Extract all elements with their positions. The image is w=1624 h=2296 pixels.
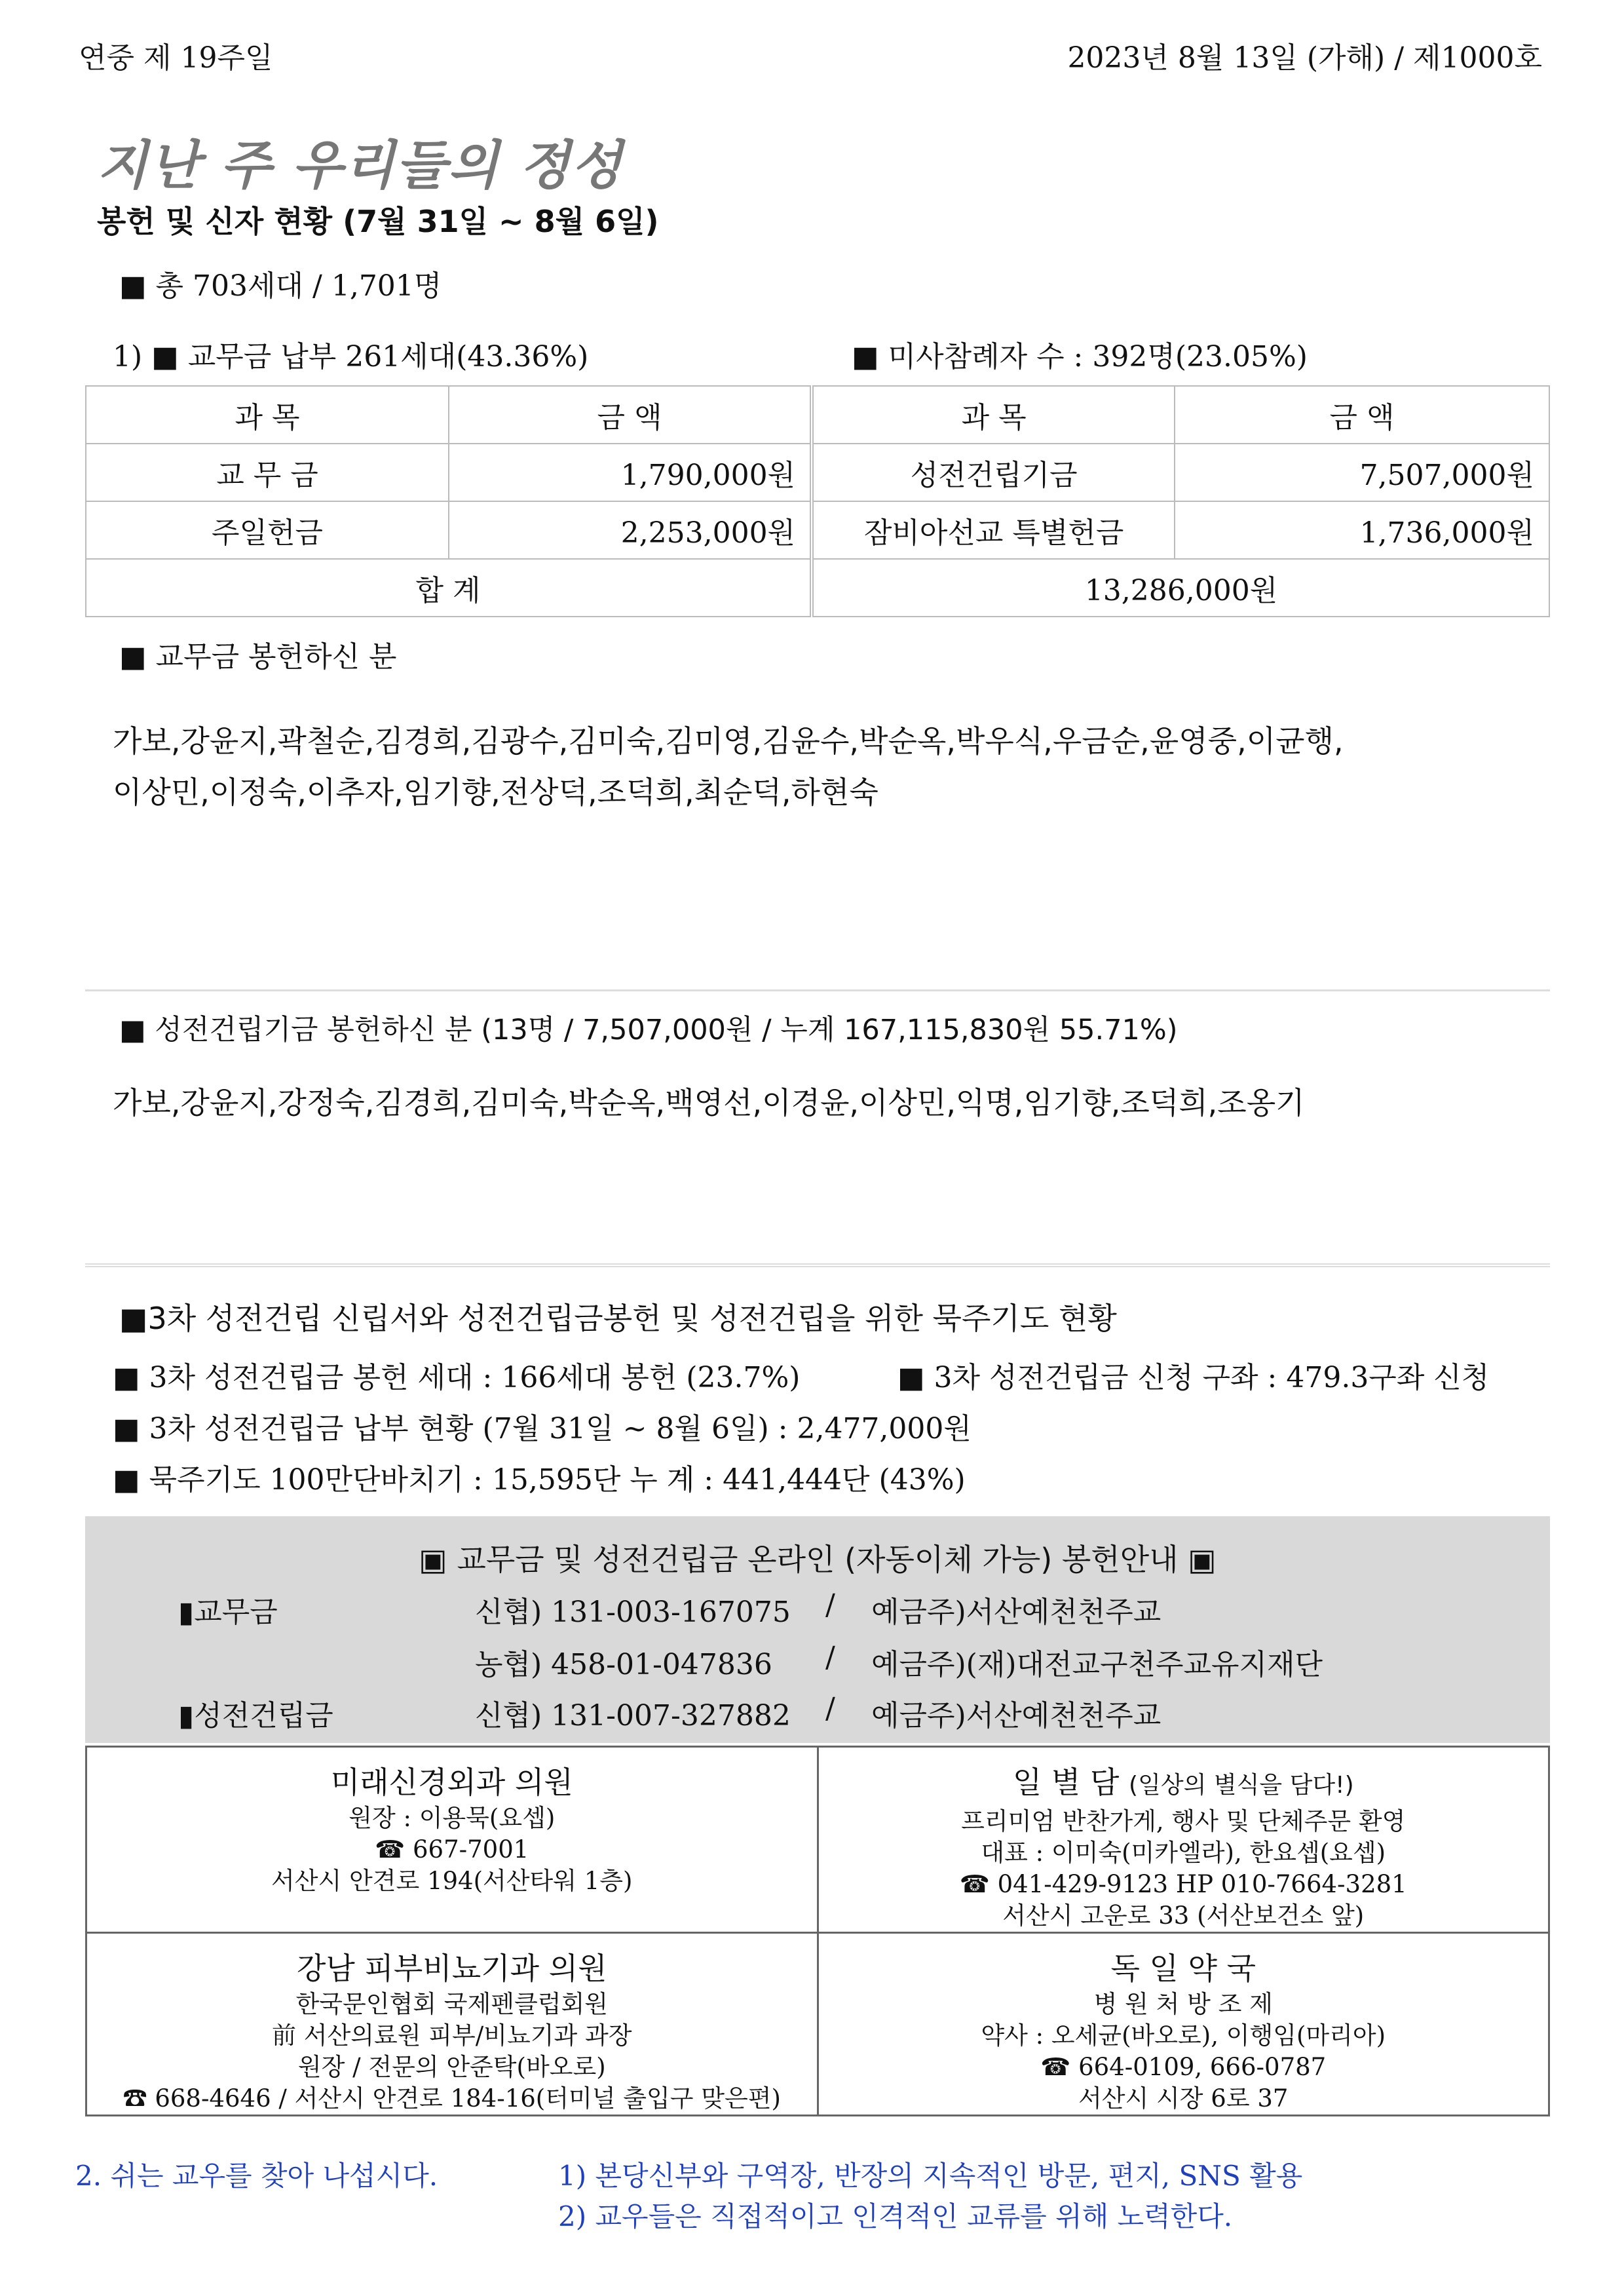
third-building-households: ■ 3차 성전건립금 봉헌 세대 : 166세대 봉헌 (23.7%) [113, 1361, 801, 1394]
table-total-row [86, 559, 1549, 617]
total-households: ■ 총 703세대 / 1,701명 [119, 269, 442, 303]
ad-phone: ☎ 041-429-9123 HP 010-7664-3281 [959, 1870, 1407, 1898]
tithe-donors-list [113, 716, 1344, 818]
offering-table [85, 385, 1550, 617]
ad-clinic-neuro [86, 1747, 818, 1933]
bank-info-box [85, 1516, 1550, 1743]
section-subtitle: 봉헌 및 신자 현황 (7월 31일 ~ 8월 6일) [97, 204, 659, 239]
ads-table [85, 1746, 1550, 2116]
table-cell: 1,736,000원 [1175, 501, 1549, 559]
footer-item: 2) 교우들은 직접적이고 인격적인 교류를 위해 노력한다. [558, 2200, 1233, 2232]
list-item: 이상민,이정숙,이추자,임기향,전상덕,조덕희,최순덕,하현숙 [113, 775, 878, 810]
table-row [86, 501, 1549, 559]
page-title: 지난 주 우리들의 정성 [97, 135, 624, 196]
ad-tagline: (일상의 별식을 담다!) [1129, 1772, 1354, 1799]
bank-holder: 예금주)서산예천천주교 [871, 1699, 1161, 1732]
ad-line: 前 서산의료원 피부/비뇨기과 과장 [272, 2021, 632, 2050]
total-amount: 13,286,000원 [812, 559, 1549, 617]
tithe-donors-heading: ■ 교무금 봉헌하신 분 [119, 640, 397, 674]
bank-holder: 예금주)(재)대전교구천주교유지재단 [871, 1648, 1323, 1681]
ad-pharmacy [818, 1933, 1549, 2116]
table-cell: 2,253,000원 [449, 501, 812, 559]
third-building-subscriptions: ■ 3차 성전건립금 신청 구좌 : 479.3구좌 신청 [897, 1361, 1490, 1394]
table-cell: 7,507,000원 [1175, 444, 1549, 501]
table-cell: 1,790,000원 [449, 444, 812, 501]
table-cell: 성전건립기금 [812, 444, 1175, 501]
footer-item: 1) 본당신부와 구역장, 반장의 지속적인 방문, 편지, SNS 활용 [558, 2160, 1303, 2192]
bank-account: 농협) 458-01-047836 [475, 1648, 772, 1681]
bank-info-title: ▣ 교무금 및 성전건립금 온라인 (자동이체 가능) 봉헌안내 ▣ [419, 1542, 1217, 1577]
total-label: 합 계 [86, 559, 812, 617]
footer-heading: 2. 쉬는 교우를 찾아 나섭시다. [75, 2160, 438, 2192]
ad-title: 미래신경외과 의원 [330, 1765, 573, 1800]
bank-account: 신협) 131-003-167075 [475, 1596, 791, 1629]
table-header: 금 액 [449, 386, 812, 444]
bank-separator: / [825, 1588, 835, 1622]
third-building-heading: ■3차 성전건립 신립서와 성전건립금봉헌 및 성전건립을 위한 묵주기도 현황 [119, 1301, 1117, 1336]
mass-attendance: ■ 미사참례자 수 : 392명(23.05%) [852, 340, 1308, 373]
building-donors-list [113, 1077, 1305, 1128]
ad-address: 서산시 고운로 33 (서산보건소 앞) [1002, 1902, 1365, 1930]
table-header: 과 목 [812, 386, 1175, 444]
table-cell: 주일헌금 [86, 501, 449, 559]
bank-separator: / [825, 1692, 835, 1725]
ad-phone: ☎ 668-4646 / 서산시 안견로 184-16(터미널 출입구 맞은편) [123, 2084, 781, 2113]
list-item: 가보,강윤지,곽철순,김경희,김광수,김미숙,김미영,김윤수,박순옥,박우식,우금순,윤영중,이균행, [113, 723, 1344, 759]
table-header: 금 액 [1175, 386, 1549, 444]
ad-title: 강남 피부비뇨기과 의원 [296, 1951, 607, 1986]
ad-line: 대표 : 이미숙(미카엘라), 한요셉(요셉) [981, 1839, 1386, 1867]
ad-line: 한국문인협회 국제펜클럽회원 [295, 1990, 608, 2018]
ad-title-name: 일 별 담 [1012, 1765, 1120, 1800]
date-issue: 2023년 8월 13일 (가해) / 제1000호 [1067, 41, 1542, 75]
table-header: 과 목 [86, 386, 449, 444]
bank-separator: / [825, 1641, 835, 1674]
ad-title [819, 1762, 1549, 1806]
ad-line: 원장 / 전문의 안준탁(바오로) [297, 2053, 606, 2081]
bank-label: ▮성전건립금 [178, 1699, 333, 1732]
ad-line: 약사 : 오세균(바오로), 이행임(마리아) [981, 2021, 1386, 2050]
divider [85, 1263, 1550, 1267]
divider [85, 989, 1550, 991]
table-cell: 교 무 금 [86, 444, 449, 501]
bank-label: ▮교무금 [178, 1596, 278, 1629]
tithe-summary: 1) ■ 교무금 납부 261세대(43.36%) [113, 340, 589, 373]
building-donors-heading: ■ 성전건립기금 봉헌하신 분 (13명 / 7,507,000원 / 누계 167,115,830원 55.71%) [119, 1014, 1178, 1046]
ad-line: 병 원 처 방 조 제 [1093, 1990, 1273, 2018]
ad-phone: ☎ 667-7001 [375, 1835, 529, 1864]
ad-phone: ☎ 664-0109, 666-0787 [1040, 2053, 1327, 2081]
third-building-payments: ■ 3차 성전건립금 납부 현황 (7월 31일 ~ 8월 6일) : 2,477,000원 [113, 1412, 972, 1445]
ad-address: 서산시 시장 6로 37 [1078, 2084, 1289, 2113]
ad-line: 원장 : 이용묵(요셉) [349, 1804, 556, 1832]
ad-title: 독 일 약 국 [1110, 1951, 1256, 1986]
bank-holder: 예금주)서산예천천주교 [871, 1596, 1161, 1629]
bank-account: 신협) 131-007-327882 [475, 1699, 791, 1732]
table-header-row [86, 386, 1549, 444]
table-cell: 잠비아선교 특별헌금 [812, 501, 1175, 559]
week-label: 연중 제 19주일 [79, 41, 273, 75]
ad-line: 프리미엄 반찬가게, 행사 및 단체주문 환영 [961, 1807, 1406, 1835]
rosary-status: ■ 묵주기도 100만단바치기 : 15,595단 누 계 : 441,444단 (43%) [113, 1463, 966, 1497]
ad-side-dish-shop [818, 1747, 1549, 1933]
table-row [86, 444, 1549, 501]
list-item: 가보,강윤지,강정숙,김경희,김미숙,박순옥,백영선,이경윤,이상민,익명,임기향,조덕희,조옹기 [113, 1085, 1305, 1120]
ad-address: 서산시 안견로 194(서산타워 1층) [271, 1867, 633, 1895]
ad-clinic-derm [86, 1933, 818, 2116]
